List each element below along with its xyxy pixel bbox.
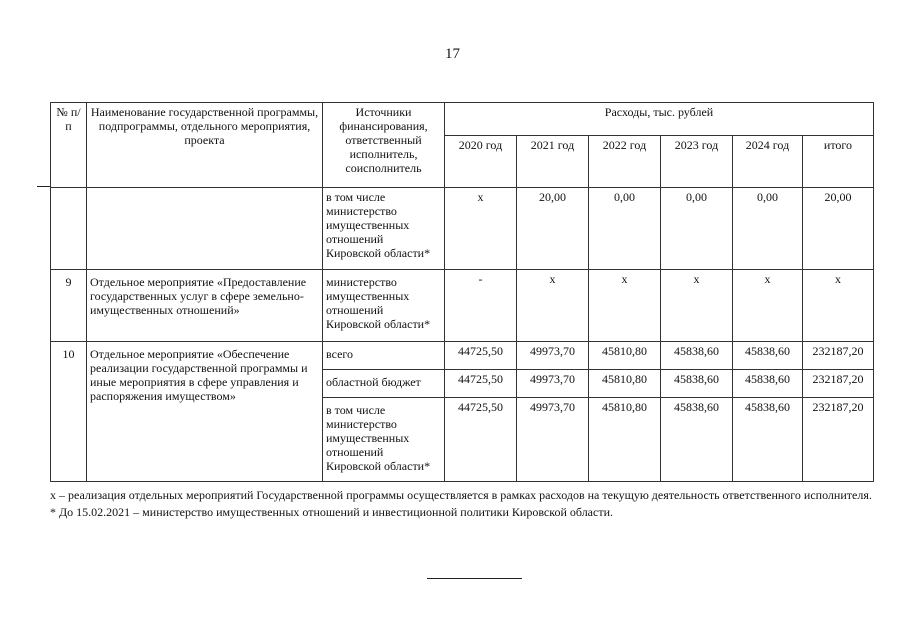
row-value: 232187,20 <box>803 370 874 398</box>
row-value: 45838,60 <box>661 398 733 482</box>
row-source: всего <box>323 342 445 370</box>
table-header-row <box>51 103 874 136</box>
row-value: x <box>589 270 661 342</box>
row-value: 49973,70 <box>517 370 589 398</box>
header-total: итого <box>803 136 874 188</box>
row-value: 45838,60 <box>733 398 803 482</box>
header-year: 2021 год <box>517 136 589 188</box>
header-year: 2024 год <box>733 136 803 188</box>
row-num: 10 <box>51 342 87 482</box>
margin-mark <box>37 186 51 187</box>
header-year: 2022 год <box>589 136 661 188</box>
row-value: 49973,70 <box>517 342 589 370</box>
row-source: областной бюджет <box>323 370 445 398</box>
footnote-asterisk: * До 15.02.2021 – министерство имущественных отношений и инвестиционной политики Кировской области. <box>50 505 613 519</box>
row-value: 232187,20 <box>803 398 874 482</box>
row-value: 45838,60 <box>661 342 733 370</box>
row-value: 0,00 <box>733 188 803 270</box>
row-value: 44725,50 <box>445 342 517 370</box>
header-year: 2023 год <box>661 136 733 188</box>
row-value: - <box>445 270 517 342</box>
table-row <box>51 188 874 270</box>
row-name: Отдельное мероприятие «Предоставление государственных услуг в сфере земельно-имущественных отношений» <box>87 270 323 342</box>
row-name <box>87 188 323 270</box>
row-value: x <box>661 270 733 342</box>
row-num: 9 <box>51 270 87 342</box>
header-name: Наименование государственной программы, подпрограммы, отдельного мероприятия, проекта <box>87 103 323 188</box>
row-value: 45838,60 <box>733 342 803 370</box>
row-value: 232187,20 <box>803 342 874 370</box>
row-value: 44725,50 <box>445 398 517 482</box>
row-value: 45810,80 <box>589 370 661 398</box>
row-value: 0,00 <box>589 188 661 270</box>
row-value: x <box>803 270 874 342</box>
header-num: № п/п <box>51 103 87 188</box>
row-value: 44725,50 <box>445 370 517 398</box>
budget-table <box>50 102 874 482</box>
table-row <box>51 342 874 370</box>
row-value: x <box>517 270 589 342</box>
row-num <box>51 188 87 270</box>
row-value: 49973,70 <box>517 398 589 482</box>
row-name: Отдельное мероприятие «Обеспечение реализации государственной программы и иные мероприятия в сфере управления и распоряжения имуществом» <box>87 342 323 482</box>
row-value: 45838,60 <box>661 370 733 398</box>
row-value: 20,00 <box>803 188 874 270</box>
header-expenses: Расходы, тыс. рублей <box>445 103 874 136</box>
footnote-x: x – реализация отдельных мероприятий Государственной программы осуществляется в рамках расходов на текущую деятельность ответственного исполнителя. <box>50 488 872 502</box>
row-source: в том числе министерство имущественных отношений Кировской области* <box>323 398 445 482</box>
row-value: x <box>733 270 803 342</box>
row-value: 45838,60 <box>733 370 803 398</box>
table-row <box>51 270 874 342</box>
row-value: 45810,80 <box>589 342 661 370</box>
row-source: министерство имущественных отношений Кировской области* <box>323 270 445 342</box>
row-value: x <box>445 188 517 270</box>
header-year: 2020 год <box>445 136 517 188</box>
row-value: 20,00 <box>517 188 589 270</box>
row-value: 0,00 <box>661 188 733 270</box>
footnotes <box>50 488 873 522</box>
bottom-rule <box>427 578 522 579</box>
header-source: Источники финансирования, ответственный исполнитель, соисполнитель <box>323 103 445 188</box>
row-value: 45810,80 <box>589 398 661 482</box>
row-source: в том числе министерство имущественных отношений Кировской области* <box>323 188 445 270</box>
page-number: 17 <box>445 46 460 62</box>
